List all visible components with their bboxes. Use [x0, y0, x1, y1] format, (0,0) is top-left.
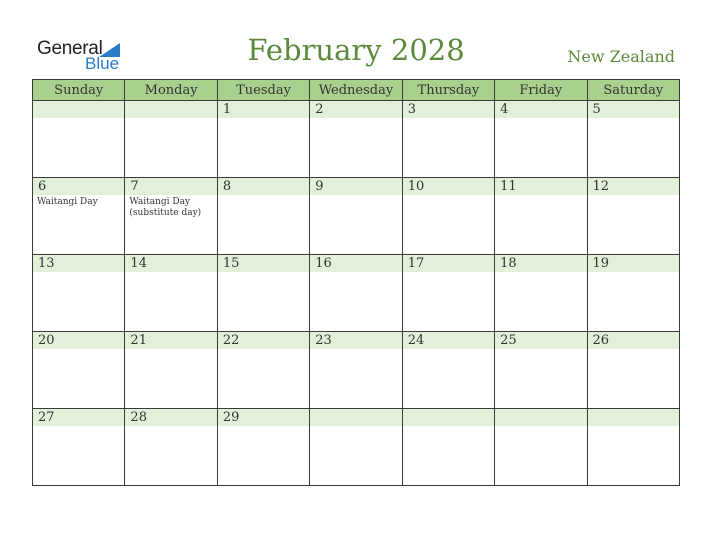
day-cell: [587, 255, 679, 332]
day-number: 2: [310, 101, 401, 118]
brand-word-blue: Blue: [85, 54, 120, 73]
holiday-label: Waitangi Day: [37, 197, 98, 207]
day-number: 5: [588, 101, 679, 118]
week-row: [33, 178, 680, 255]
day-cell: [402, 255, 494, 332]
day-cell: [587, 101, 679, 178]
day-number: [33, 101, 124, 118]
day-number: [310, 409, 401, 426]
day-number: [495, 409, 586, 426]
day-cell: [125, 409, 217, 486]
day-number: 3: [403, 101, 494, 118]
day-number: 19: [588, 255, 679, 272]
day-number: 25: [495, 332, 586, 349]
day-number: 18: [495, 255, 586, 272]
weekday-header: Friday: [495, 80, 587, 101]
day-number: [403, 409, 494, 426]
day-number: 10: [403, 178, 494, 195]
day-number: 7: [125, 178, 216, 195]
day-cell: [217, 332, 309, 409]
day-cell: [587, 178, 679, 255]
day-cell: [125, 332, 217, 409]
day-number: 16: [310, 255, 401, 272]
page-title: February 2028: [247, 33, 465, 67]
day-number: 21: [125, 332, 216, 349]
day-number: 17: [403, 255, 494, 272]
weekday-header: Sunday: [33, 80, 125, 101]
day-cell: [495, 101, 587, 178]
day-cell: [402, 101, 494, 178]
weekday-header: Tuesday: [217, 80, 309, 101]
day-cell: [33, 409, 125, 486]
day-cell: [310, 332, 402, 409]
day-cell: [125, 255, 217, 332]
brand-logo: [37, 38, 127, 74]
day-number: [125, 101, 216, 118]
holiday-label: Waitangi Day (substitute day): [129, 197, 202, 218]
day-number: 9: [310, 178, 401, 195]
day-number: 8: [218, 178, 309, 195]
day-number: 13: [33, 255, 124, 272]
day-cell: [310, 178, 402, 255]
weekday-header: Wednesday: [310, 80, 402, 101]
day-number: 11: [495, 178, 586, 195]
day-cell: [33, 101, 125, 178]
day-cell: [587, 409, 679, 486]
day-number: 29: [218, 409, 309, 426]
day-cell: [310, 101, 402, 178]
day-number: 26: [588, 332, 679, 349]
day-cell: [125, 101, 217, 178]
day-cell: [402, 409, 494, 486]
day-cell: [402, 178, 494, 255]
weekday-header: Monday: [125, 80, 217, 101]
day-cell: [217, 178, 309, 255]
day-cell: [33, 178, 125, 255]
day-cell: [33, 255, 125, 332]
day-number: 22: [218, 332, 309, 349]
week-row: [33, 409, 680, 486]
day-number: 14: [125, 255, 216, 272]
day-number: [588, 409, 679, 426]
day-cell: [402, 332, 494, 409]
day-cell: [217, 255, 309, 332]
week-row: [33, 332, 680, 409]
day-cell: [495, 255, 587, 332]
day-cell: [125, 178, 217, 255]
week-row: [33, 255, 680, 332]
week-row: [33, 101, 680, 178]
day-number: 6: [33, 178, 124, 195]
day-cell: [495, 178, 587, 255]
weekday-header: Saturday: [587, 80, 679, 101]
day-cell: [310, 409, 402, 486]
day-cell: [495, 409, 587, 486]
day-cell: [495, 332, 587, 409]
day-number: 20: [33, 332, 124, 349]
day-number: 4: [495, 101, 586, 118]
weekday-header-row: [33, 80, 680, 101]
day-number: 23: [310, 332, 401, 349]
weekday-header: Thursday: [402, 80, 494, 101]
day-number: 28: [125, 409, 216, 426]
country-label: New Zealand: [567, 47, 675, 66]
day-cell: [217, 409, 309, 486]
day-cell: [310, 255, 402, 332]
day-cell: [33, 332, 125, 409]
day-number: 27: [33, 409, 124, 426]
day-cell: [217, 101, 309, 178]
brand-word-general: General: [37, 38, 103, 59]
calendar-grid: [32, 79, 680, 486]
day-number: 1: [218, 101, 309, 118]
day-number: 24: [403, 332, 494, 349]
day-number: 12: [588, 178, 679, 195]
day-cell: [587, 332, 679, 409]
day-number: 15: [218, 255, 309, 272]
